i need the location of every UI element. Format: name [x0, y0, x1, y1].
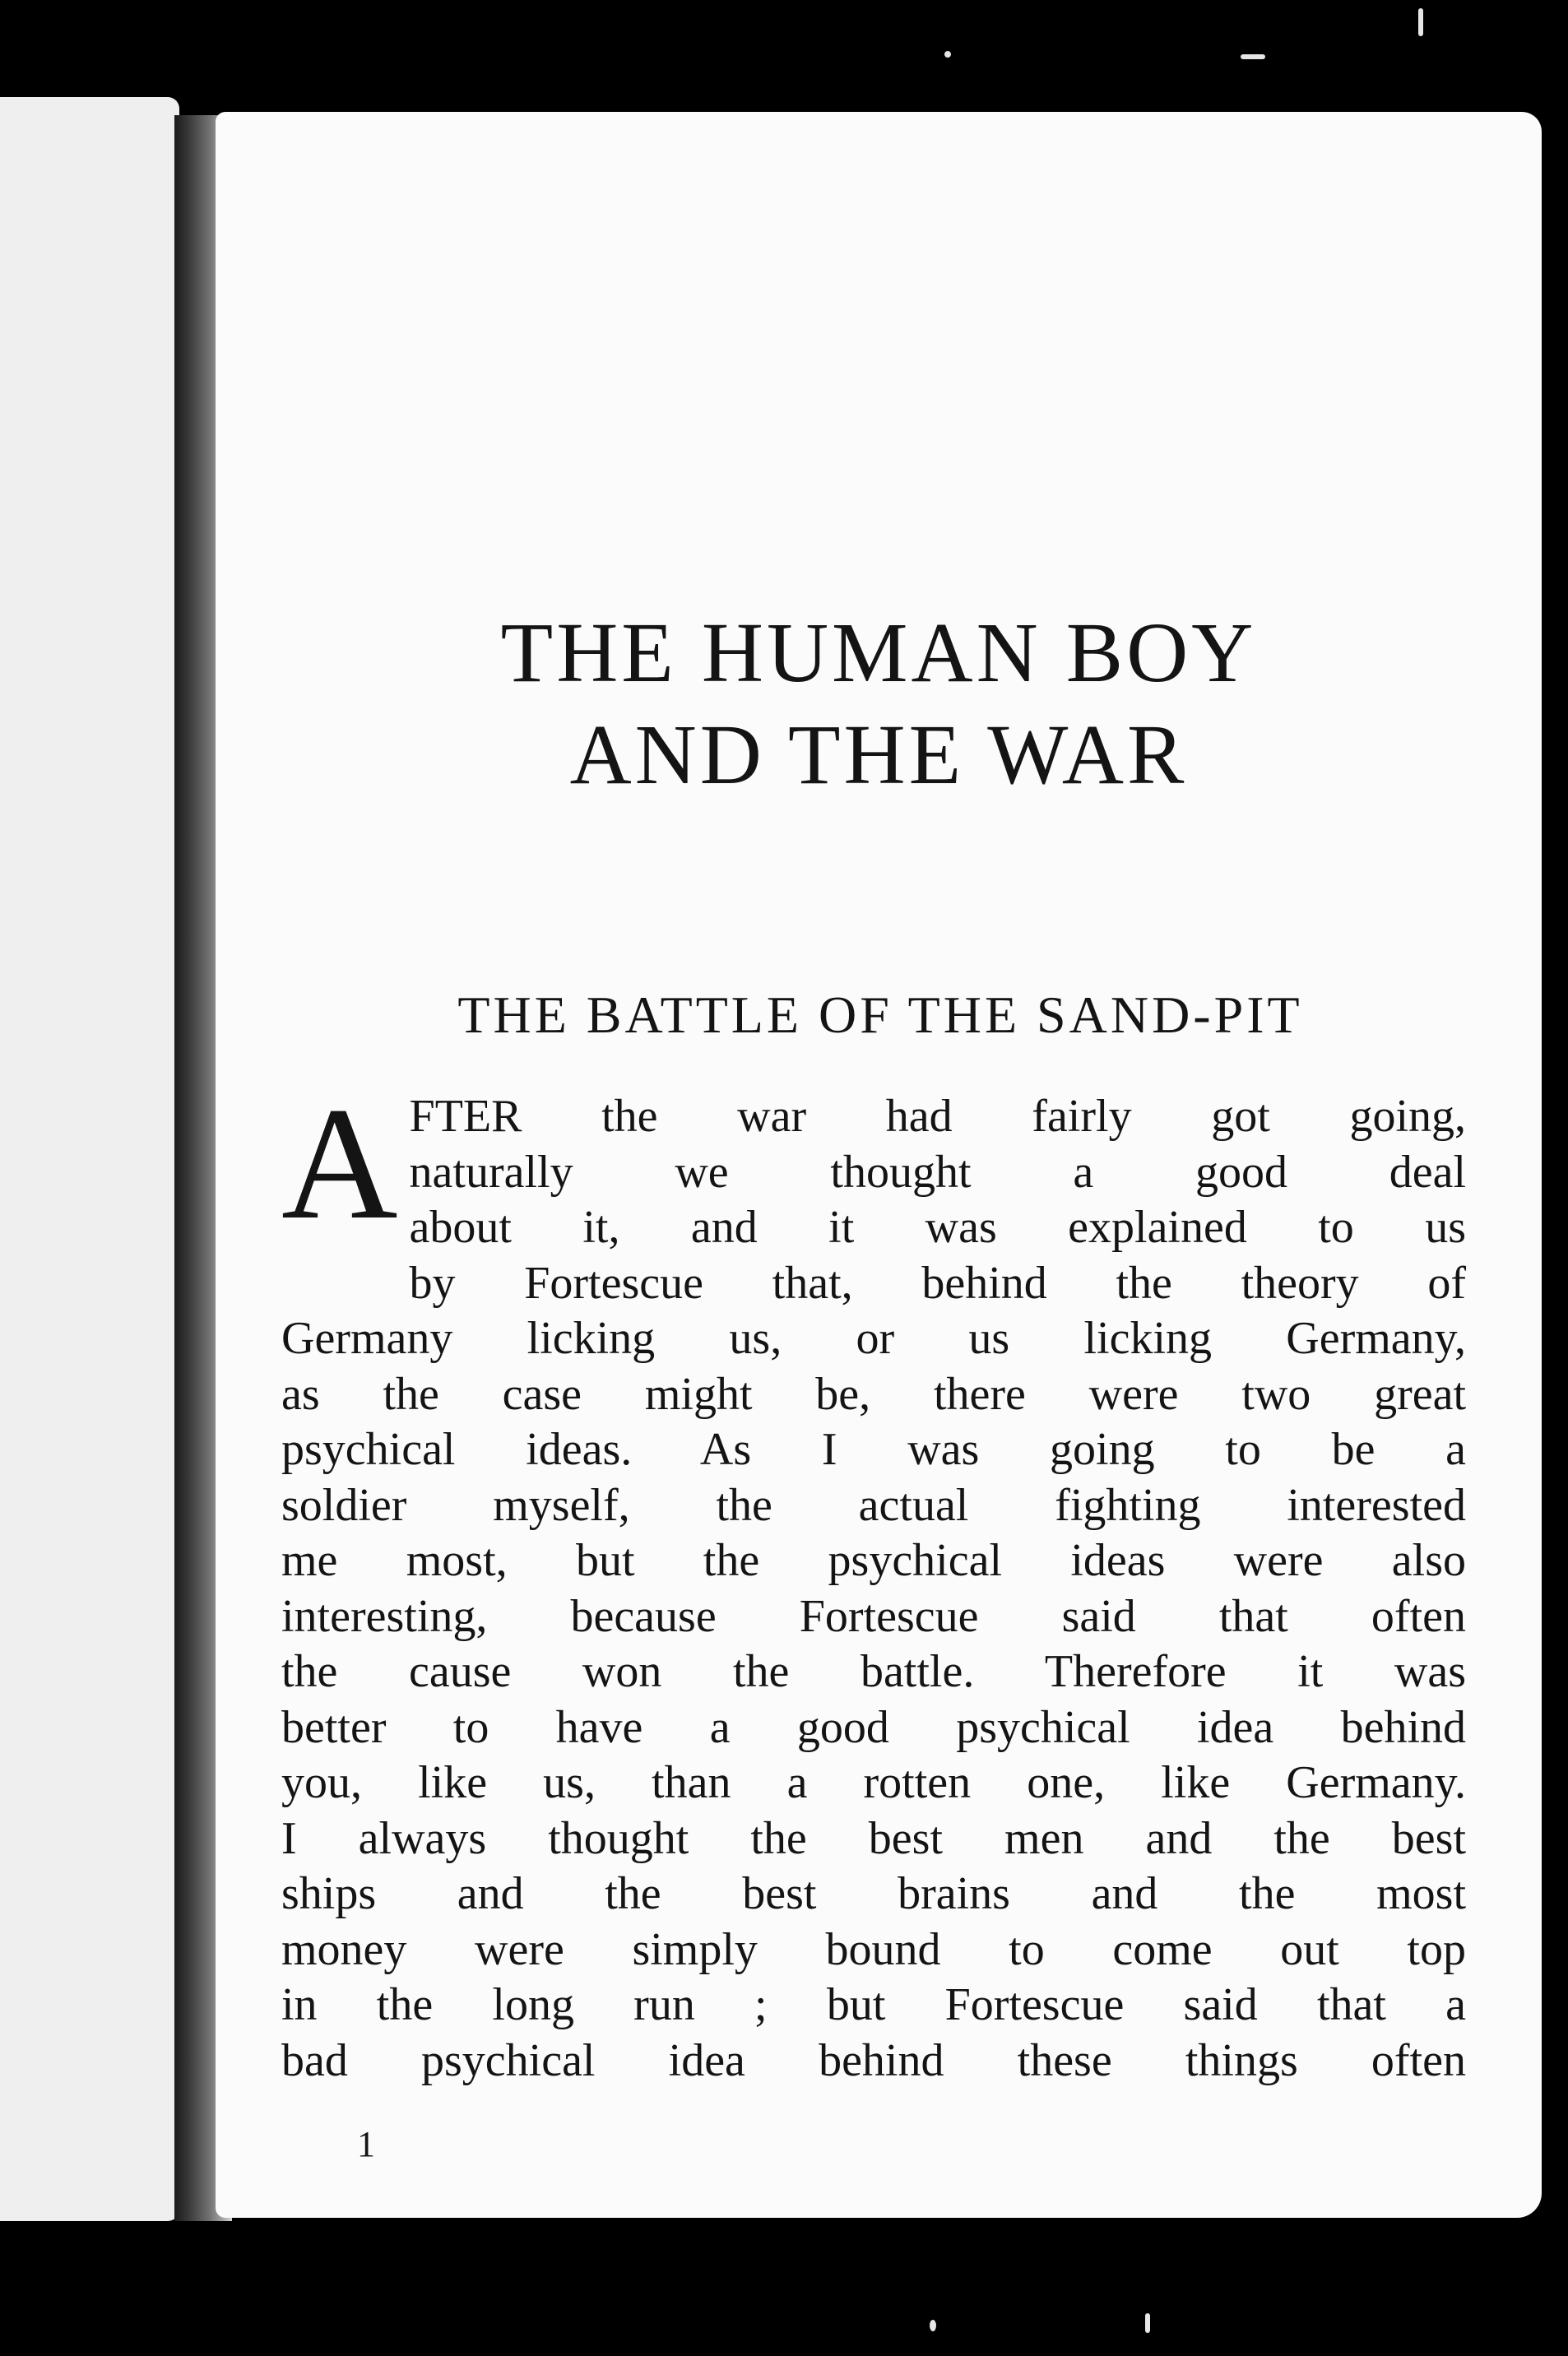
text-line: ships and the best brains and the most [281, 1868, 1466, 1919]
text-line: bad psychical idea behind these things often [281, 2034, 1466, 2086]
text-line: you, like us, than a rotten one, like Germany. [281, 1757, 1466, 1808]
title-line-2: AND THE WAR [569, 707, 1188, 802]
text-line: money were simply bound to come out top [281, 1923, 1466, 1975]
title-line-1: THE HUMAN BOY [500, 605, 1257, 700]
text-line: better to have a good psychical idea behind [281, 1701, 1466, 1753]
facing-page-edge [0, 97, 179, 2221]
page-number: 1 [357, 2124, 375, 2164]
text-line: Germany licking us, or us licking Germany, [281, 1313, 1466, 1364]
drop-cap: A [281, 1074, 398, 1253]
text-line: by Fortescue that, behind the theory of [409, 1257, 1466, 1309]
text-line: in the long run ; but Fortescue said that a [281, 1979, 1466, 2030]
text-line: the cause won the battle. Therefore it was [281, 1646, 1466, 1697]
text-line: interesting, because Fortescue said that often [281, 1590, 1466, 1642]
dust-speck [1418, 8, 1423, 36]
dust-speck [930, 2320, 936, 2331]
book-title [216, 602, 1542, 806]
dust-speck [944, 51, 951, 58]
chapter-title: THE BATTLE OF THE SAND-PIT [457, 986, 1303, 1044]
text-line: naturally we thought a good deal [409, 1146, 1466, 1198]
book-page [216, 112, 1542, 2218]
dust-speck [1241, 54, 1265, 59]
text-line: soldier myself, the actual fighting interested [281, 1479, 1466, 1531]
body-paragraph [281, 1074, 1466, 2089]
text-line: I always thought the best men and the best [281, 1812, 1466, 1864]
text-line: psychical ideas. As I was going to be a [281, 1424, 1466, 1475]
text-line: me most, but the psychical ideas were also [281, 1535, 1466, 1586]
text-line: FTER the war had fairly got going, [409, 1091, 1466, 1142]
text-line: about it, and it was explained to us [409, 1202, 1466, 1253]
dust-speck [1145, 2313, 1150, 2333]
text-line: as the case might be, there were two great [281, 1368, 1466, 1420]
